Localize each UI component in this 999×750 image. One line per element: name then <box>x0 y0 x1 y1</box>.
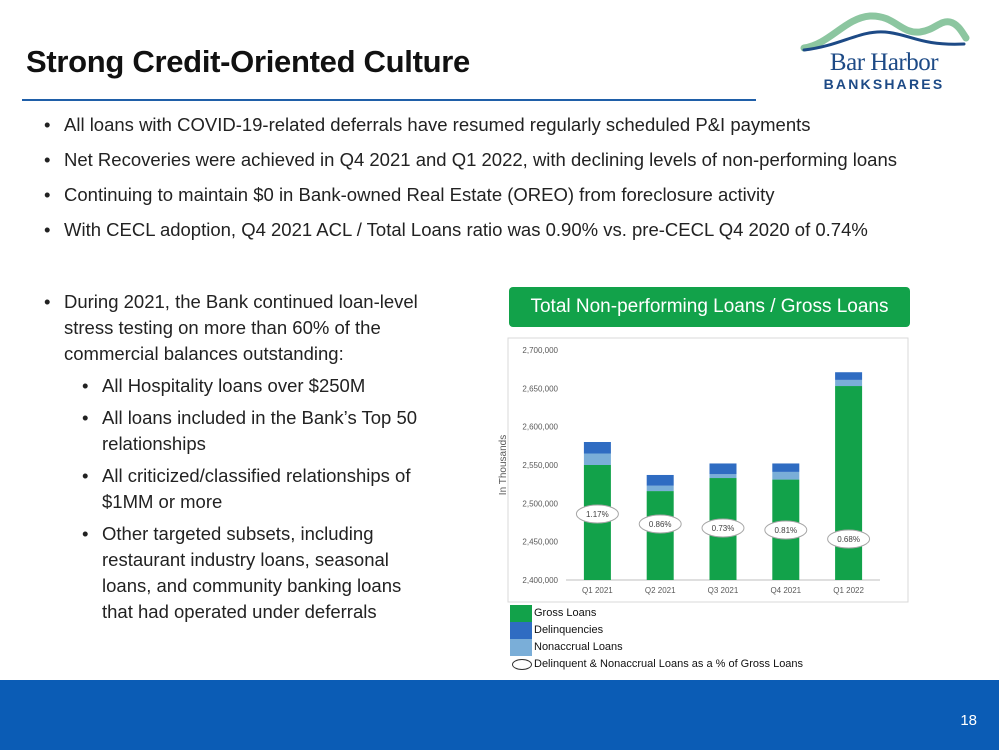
page-number: 18 <box>960 712 977 729</box>
sub-bullet-item: • Other targeted subsets, including restaurant industry loans, seasonal loans, and community banking loans that had operated under deferrals <box>82 521 432 625</box>
stress-test-bullet-list <box>44 289 444 631</box>
footer-bar <box>0 680 999 750</box>
ratio-data-label: 1.17% <box>586 510 609 519</box>
legend-swatch <box>510 622 532 639</box>
legend-item-gross-loans <box>510 605 870 622</box>
x-tick-label: Q2 2021 <box>644 586 676 595</box>
bar-segment <box>772 463 799 471</box>
bullet-item: • Net Recoveries were achieved in Q4 2021 and Q1 2022, with declining levels of non-performing loans <box>44 147 924 173</box>
legend-item-delinquencies <box>510 622 870 639</box>
bar-segment <box>647 475 674 486</box>
legend-label: Nonaccrual Loans <box>534 641 623 653</box>
bullet-text: During 2021, the Bank continued loan-level stress testing on more than 60% of the commercial balances outstanding: <box>64 291 418 364</box>
bullet-item: • With CECL adoption, Q4 2021 ACL / Total Loans ratio was 0.90% vs. pre-CECL Q4 2020 of 0.74% <box>44 217 924 243</box>
legend-label: Delinquent & Nonaccrual Loans as a % of Gross Loans <box>534 658 804 670</box>
bar-segment <box>584 442 611 454</box>
title-divider <box>22 99 756 101</box>
bar-segment <box>710 463 737 474</box>
ratio-data-label: 0.68% <box>837 535 860 544</box>
bar-segment <box>835 380 862 386</box>
y-tick-label: 2,700,000 <box>522 346 558 355</box>
bar-segment <box>584 454 611 466</box>
legend-swatch <box>510 639 532 656</box>
x-tick-label: Q1 2021 <box>582 586 613 595</box>
ratio-data-label: 0.86% <box>648 520 672 529</box>
chart-title: Total Non-performing Loans / Gross Loans <box>509 287 910 327</box>
legend-swatch <box>510 605 532 622</box>
ratio-data-label: 0.81% <box>774 526 798 535</box>
bullet-item: • Continuing to maintain $0 in Bank-owned Real Estate (OREO) from foreclosure activity <box>44 182 924 208</box>
sub-bullet-item: • All Hospitality loans over $250M <box>82 373 432 399</box>
bar-segment <box>835 372 862 380</box>
top-bullet-list <box>44 112 924 252</box>
bar-segment <box>835 386 862 580</box>
bar-segment <box>647 491 674 580</box>
sub-bullet-list <box>82 373 444 625</box>
bar-segment <box>710 474 737 478</box>
sub-bullet-item: • All loans included in the Bank’s Top 50 relationships <box>82 405 432 457</box>
x-tick-label: Q4 2021 <box>770 586 802 595</box>
legend-item-ratio <box>510 656 870 673</box>
legend-label: Delinquencies <box>534 624 604 636</box>
npl-bar-chart <box>490 336 910 606</box>
company-logo <box>800 10 970 95</box>
x-tick-label: Q1 2022 <box>833 586 864 595</box>
slide-title: Strong Credit-Oriented Culture <box>26 44 470 79</box>
sub-bullet-item: • All criticized/classified relationships of $1MM or more <box>82 463 432 515</box>
legend-label: Gross Loans <box>534 607 597 619</box>
bar-segment <box>772 472 799 480</box>
bar-segment <box>647 486 674 491</box>
y-tick-label: 2,450,000 <box>522 537 558 547</box>
bullet-item: • All loans with COVID-19-related deferrals have resumed regularly scheduled P&I payments <box>44 112 924 138</box>
logo-line-1: Bar Harbor <box>829 49 939 76</box>
y-tick-label: 2,600,000 <box>522 422 558 432</box>
oval-icon <box>512 659 532 670</box>
bullet-item <box>44 289 444 625</box>
y-tick-label: 2,500,000 <box>522 499 558 509</box>
y-tick-label: 2,400,000 <box>522 576 558 585</box>
logo-line-2: BANKSHARES <box>823 76 945 92</box>
chart-legend <box>510 605 870 673</box>
ratio-data-label: 0.73% <box>711 524 735 533</box>
x-tick-label: Q3 2021 <box>707 586 739 595</box>
legend-item-nonaccrual-loans <box>510 639 870 656</box>
y-axis-title: In Thousands <box>498 434 509 496</box>
y-tick-label: 2,650,000 <box>522 384 558 394</box>
y-tick-label: 2,550,000 <box>522 461 558 470</box>
